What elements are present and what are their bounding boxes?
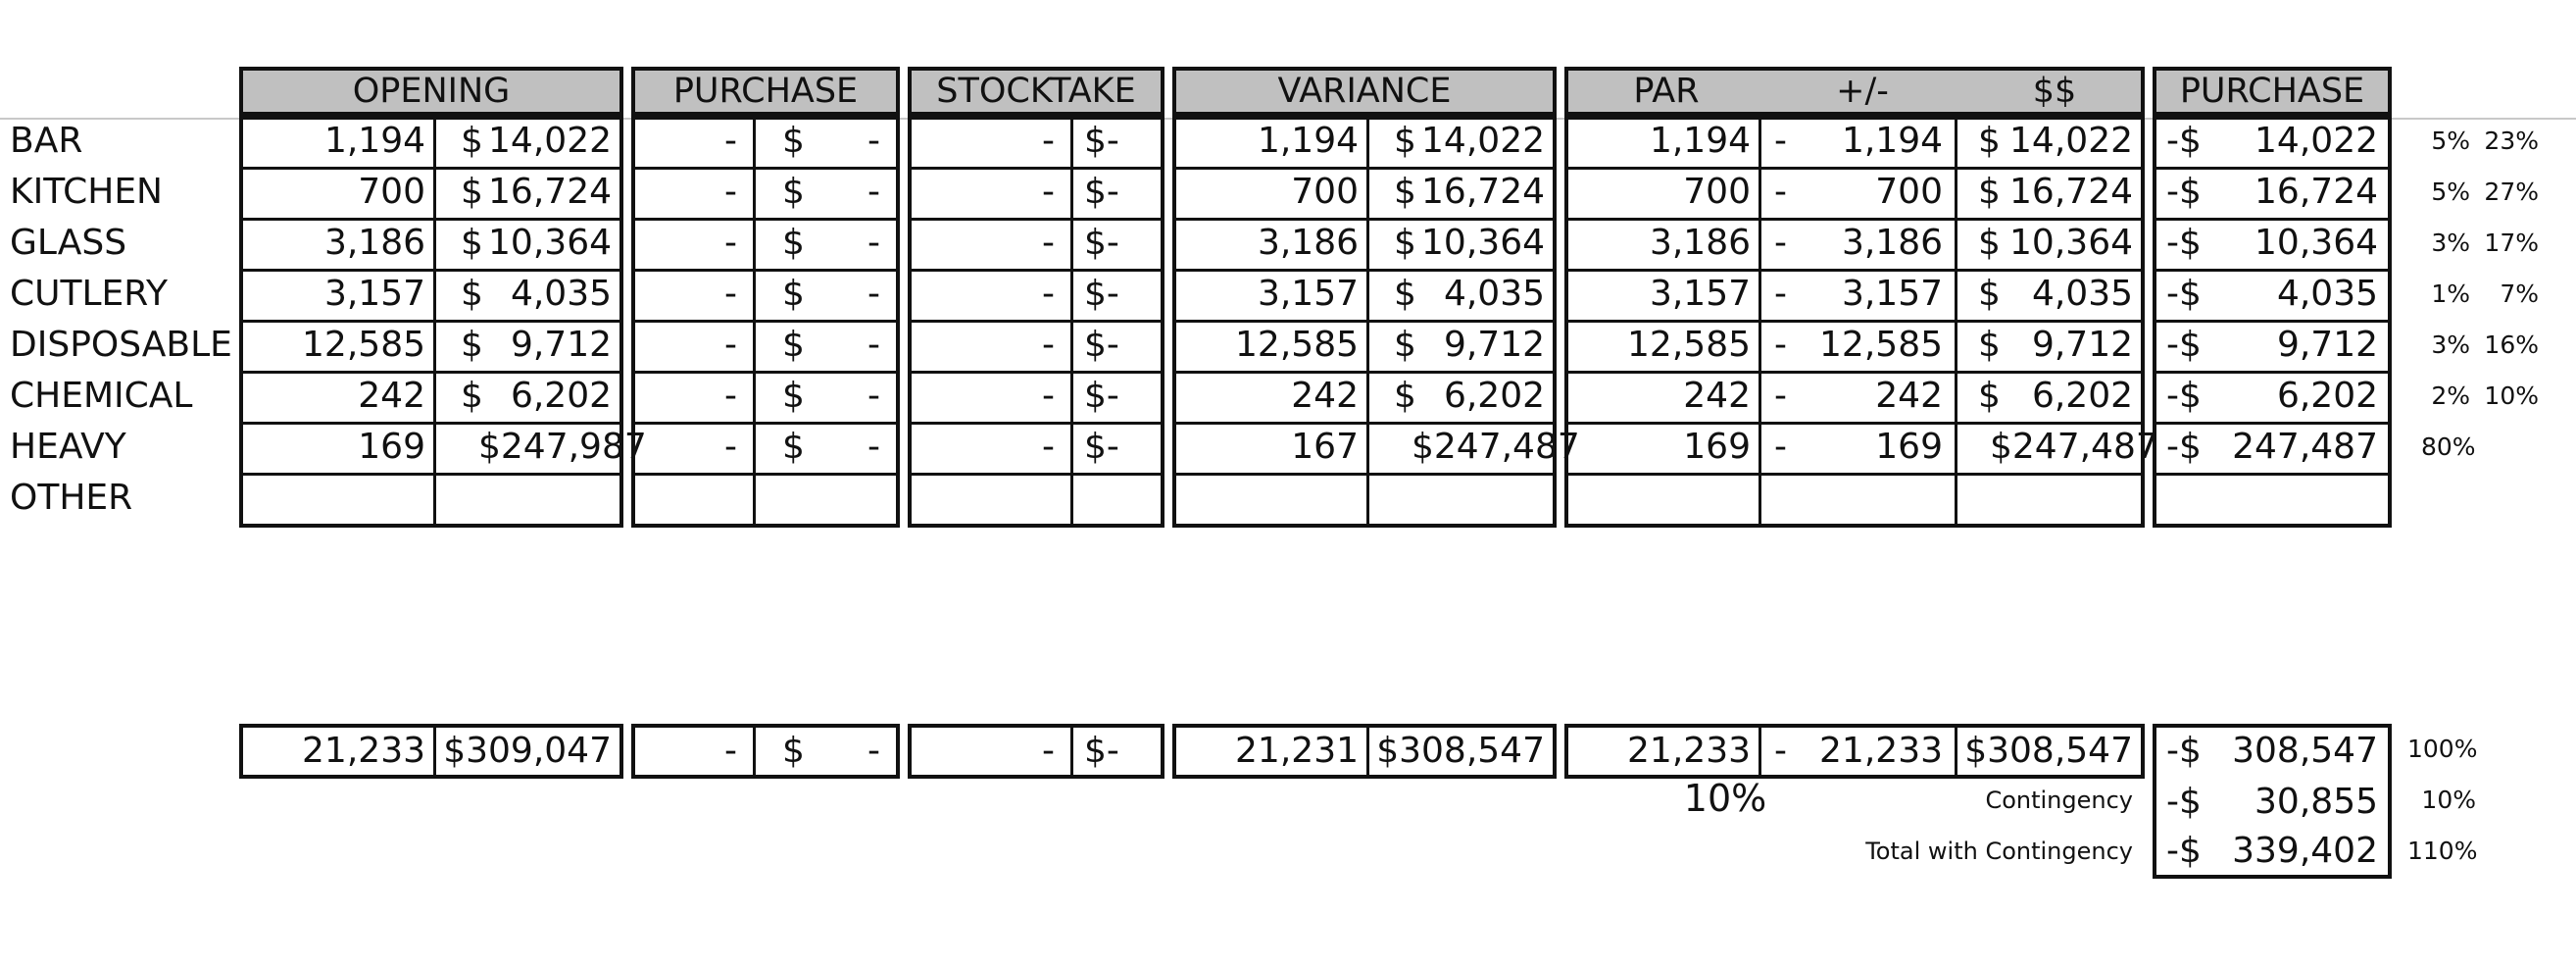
total-par: 21,233 <box>1627 731 1751 771</box>
cell-dd_val: 4,035 <box>2031 274 2133 314</box>
cell-stk_val: $- <box>1084 223 1119 263</box>
header-plus-minus-label: +/- <box>1836 72 1889 111</box>
cell-pm_val: 1,194 <box>1841 121 1943 161</box>
total-pur_sym: $ <box>782 731 805 771</box>
cell-p2_val <box>2215 473 2378 524</box>
cell-dd_sym: $ <box>1978 223 2001 263</box>
cell-par <box>1568 473 1751 524</box>
pct-share: 5% <box>2431 178 2470 206</box>
pct-share: 3% <box>2431 229 2470 257</box>
header-stocktake-label: STOCKTAKE <box>936 72 1136 111</box>
cell-dd_sym: $ <box>1978 274 2001 314</box>
cell-open_sym: $ <box>461 325 483 365</box>
cell-open_val: 14,022 <box>488 121 612 161</box>
cell-pur_qty: - <box>724 121 737 161</box>
cell-open_sym: $ <box>461 274 483 314</box>
cell-var_qty: 1,194 <box>1257 121 1359 161</box>
total-open_qty: 21,233 <box>302 731 425 771</box>
cell-p2_sym: -$ <box>2166 376 2202 416</box>
cell-pur_qty: - <box>724 376 737 416</box>
total-open_val: $309,047 <box>443 731 612 771</box>
pct-category: 16% <box>2484 330 2539 359</box>
cell-pm_sign: - <box>1774 427 1787 467</box>
cell-pm_val: 242 <box>1875 376 1943 416</box>
cell-stk_qty: - <box>1042 376 1055 416</box>
cell-stk_qty <box>912 473 1055 524</box>
total-var_val: $308,547 <box>1376 731 1545 771</box>
cell-pur_sym: $ <box>782 325 805 365</box>
cell-var_qty: 12,585 <box>1235 325 1359 365</box>
row-label: DISPOSABLE <box>10 325 232 365</box>
cell-p2_sym: -$ <box>2166 121 2202 161</box>
cell-stk_qty: - <box>1042 172 1055 212</box>
cell-stk_val: $- <box>1084 427 1119 467</box>
cell-par: 3,157 <box>1649 274 1751 314</box>
cell-par: 242 <box>1683 376 1751 416</box>
purchase-2-table <box>2153 116 2392 528</box>
cell-p2_val: 4,035 <box>2276 274 2378 314</box>
cell-pm_sign: - <box>1774 325 1787 365</box>
cell-pur_sym: $ <box>782 121 805 161</box>
cell-open_val: $247,987 <box>478 427 647 467</box>
pct-category: 27% <box>2484 178 2539 206</box>
cell-pur_qty: - <box>724 427 737 467</box>
cell-p2_val: 247,487 <box>2232 427 2378 467</box>
pct-category: 23% <box>2484 127 2539 155</box>
cell-pur_val: - <box>867 376 880 416</box>
header-variance-label: VARIANCE <box>1277 72 1452 111</box>
cell-dd_val: 6,202 <box>2031 376 2133 416</box>
pct-share: 2% <box>2431 381 2470 410</box>
cell-pur_val: - <box>867 172 880 212</box>
cell-var_val: 14,022 <box>1421 121 1545 161</box>
cell-pm_val <box>1800 473 1943 524</box>
cell-stk_val <box>1084 473 1153 524</box>
opening-table <box>239 116 647 528</box>
header-stocktake <box>908 67 1164 116</box>
pct-share: 80% <box>2421 432 2476 461</box>
cell-var_qty: 700 <box>1291 172 1359 212</box>
cell-var_val: 10,364 <box>1421 223 1545 263</box>
cell-var_val: 9,712 <box>1443 325 1545 365</box>
cell-open_qty: 3,186 <box>323 223 425 263</box>
cell-var_val: 4,035 <box>1443 274 1545 314</box>
total-stk_val: $- <box>1084 731 1119 771</box>
cell-var_val <box>1412 473 1545 524</box>
pct-share: 5% <box>2431 127 2470 155</box>
cell-var_qty: 242 <box>1291 376 1359 416</box>
cell-open_val: 16,724 <box>488 172 612 212</box>
cell-open_qty: 12,585 <box>302 325 425 365</box>
total-dd_val: $308,547 <box>1964 731 2133 771</box>
cell-var_sym: $ <box>1394 274 1416 314</box>
cell-var_qty: 167 <box>1291 427 1359 467</box>
variance-totals <box>1172 724 1557 779</box>
cell-open_val <box>478 473 612 524</box>
cell-pur_val <box>812 473 880 524</box>
cell-pur_qty: - <box>724 325 737 365</box>
header-par-group <box>1564 67 2145 116</box>
total-pm_sign: - <box>1774 731 1787 771</box>
column-divider <box>1366 728 1369 775</box>
cell-dd_sym: $ <box>1978 376 2001 416</box>
row-label: HEAVY <box>10 427 126 467</box>
cell-var_qty <box>1176 473 1359 524</box>
cell-par: 3,186 <box>1649 223 1751 263</box>
cell-dd_val: 9,712 <box>2031 325 2133 365</box>
par-totals <box>1564 724 2145 779</box>
total-p2_val: 308,547 <box>2232 731 2378 771</box>
cell-dd_sym: $ <box>1978 325 2001 365</box>
variance-table <box>1172 116 1580 528</box>
total-pct: 100% <box>2407 735 2478 763</box>
pct-share: 3% <box>2431 330 2470 359</box>
stocktake-totals <box>908 724 1164 779</box>
cell-open_val: 9,712 <box>510 325 612 365</box>
cell-pur_sym: $ <box>782 172 805 212</box>
column-divider <box>1070 728 1073 775</box>
contingency-sym: -$ <box>2166 782 2202 822</box>
cell-pur_sym: $ <box>782 427 805 467</box>
cell-p2_val: 9,712 <box>2276 325 2378 365</box>
header-opening-label: OPENING <box>352 72 511 111</box>
cell-par: 12,585 <box>1627 325 1751 365</box>
header-opening <box>239 67 623 116</box>
cell-pur_val: - <box>867 121 880 161</box>
cell-dd_val <box>1990 473 2133 524</box>
cell-pm_val: 700 <box>1875 172 1943 212</box>
cell-pur_val: - <box>867 274 880 314</box>
contingency-value: 30,855 <box>2254 782 2378 822</box>
cell-p2_sym: -$ <box>2166 223 2202 263</box>
cell-pur_sym: $ <box>782 376 805 416</box>
cell-dd_sym: $ <box>1978 121 2001 161</box>
cell-stk_val: $- <box>1084 121 1119 161</box>
contingency-rate: 10% <box>1683 777 1767 820</box>
cell-open_qty: 169 <box>358 427 425 467</box>
cell-stk_qty: - <box>1042 121 1055 161</box>
pct-share: 1% <box>2431 279 2470 308</box>
cell-pur_qty: - <box>724 223 737 263</box>
cell-open_qty: 242 <box>358 376 425 416</box>
total-p2_sym: -$ <box>2166 731 2202 771</box>
cell-dd_val: 10,364 <box>2009 223 2133 263</box>
header-purchase-label: PURCHASE <box>672 72 859 111</box>
purchase-2-totals <box>2153 724 2392 879</box>
pct-category <box>2480 422 2539 473</box>
cell-pur_val: - <box>867 223 880 263</box>
cell-p2_sym: -$ <box>2166 274 2202 314</box>
column-divider <box>753 728 756 775</box>
cell-dd_sym: $ <box>1978 172 2001 212</box>
cell-p2_sym: -$ <box>2166 427 2202 467</box>
opening-totals <box>239 724 623 779</box>
cell-stk_val: $- <box>1084 274 1119 314</box>
contingency-pct: 10% <box>2421 786 2476 814</box>
cell-pm_sign: - <box>1774 223 1787 263</box>
column-divider <box>1955 728 1957 775</box>
pct-category: 10% <box>2484 381 2539 410</box>
purchase-table <box>631 116 900 528</box>
cell-p2_val: 6,202 <box>2276 376 2378 416</box>
cell-stk_val: $- <box>1084 172 1119 212</box>
cell-pm_val: 169 <box>1875 427 1943 467</box>
cell-pm_sign: - <box>1774 274 1787 314</box>
row-label: BAR <box>10 121 83 161</box>
cell-pm_sign: - <box>1774 376 1787 416</box>
cell-open_qty <box>243 473 425 524</box>
total-with-contingency-value: 339,402 <box>2232 831 2378 871</box>
row-label: CUTLERY <box>10 274 168 314</box>
total-with-contingency-sym: -$ <box>2166 831 2202 871</box>
cell-pur_qty: - <box>724 274 737 314</box>
cell-open_qty: 3,157 <box>323 274 425 314</box>
cell-var_qty: 3,157 <box>1257 274 1359 314</box>
header-purchase-2-label: PURCHASE <box>2179 72 2365 111</box>
total-with-contingency-label: Total with Contingency <box>1865 838 2133 865</box>
par-table <box>1564 116 2158 528</box>
total-pur_qty: - <box>724 731 737 771</box>
cell-var_sym: $ <box>1394 376 1416 416</box>
cell-stk_qty: - <box>1042 325 1055 365</box>
cell-stk_val: $- <box>1084 325 1119 365</box>
cell-var_sym: $ <box>1394 172 1416 212</box>
header-purchase-2 <box>2153 67 2392 116</box>
cell-var_val: 16,724 <box>1421 172 1545 212</box>
cell-var_val: 6,202 <box>1443 376 1545 416</box>
cell-open_val: 4,035 <box>510 274 612 314</box>
cell-p2_val: 16,724 <box>2254 172 2378 212</box>
header-dollars-label: $$ <box>2032 72 2077 111</box>
cell-var_sym: $ <box>1394 325 1416 365</box>
total-stk_qty: - <box>1042 731 1055 771</box>
cell-pm_val: 3,186 <box>1841 223 1943 263</box>
cell-pm_sign: - <box>1774 121 1787 161</box>
cell-dd_val: 14,022 <box>2009 121 2133 161</box>
cell-pm_val: 12,585 <box>1819 325 1943 365</box>
total-var_qty: 21,231 <box>1235 731 1359 771</box>
row-label: KITCHEN <box>10 172 163 212</box>
cell-par: 169 <box>1683 427 1751 467</box>
cell-open_val: 10,364 <box>488 223 612 263</box>
total-pm_val: 21,233 <box>1819 731 1943 771</box>
pct-category: 17% <box>2484 229 2539 257</box>
column-divider <box>433 728 436 775</box>
cell-p2_val: 14,022 <box>2254 121 2378 161</box>
cell-pur_sym: $ <box>782 274 805 314</box>
cell-var_qty: 3,186 <box>1257 223 1359 263</box>
cell-p2_sym: -$ <box>2166 325 2202 365</box>
cell-stk_qty: - <box>1042 427 1055 467</box>
cell-open_sym: $ <box>461 376 483 416</box>
cell-pur_val: - <box>867 325 880 365</box>
purchase-totals <box>631 724 900 779</box>
row-label: OTHER <box>10 478 133 518</box>
column-divider <box>1759 728 1761 775</box>
row-label: GLASS <box>10 223 127 263</box>
stocktake-table <box>908 116 1164 528</box>
cell-open_qty: 1,194 <box>323 121 425 161</box>
cell-pur_val: - <box>867 427 880 467</box>
row-label: CHEMICAL <box>10 376 193 416</box>
header-purchase <box>631 67 900 116</box>
cell-var_sym: $ <box>1394 223 1416 263</box>
cell-open_qty: 700 <box>358 172 425 212</box>
header-variance <box>1172 67 1557 116</box>
cell-dd_val: 16,724 <box>2009 172 2133 212</box>
cell-dd_val: $247,487 <box>1990 427 2158 467</box>
pct-category <box>2480 473 2539 524</box>
pct-share <box>2421 473 2470 524</box>
cell-par: 700 <box>1683 172 1751 212</box>
cell-pm_sign: - <box>1774 172 1787 212</box>
cell-open_sym: $ <box>461 223 483 263</box>
total-pur_val: - <box>867 731 880 771</box>
cell-pur_qty <box>635 473 737 524</box>
contingency-label: Contingency <box>1985 787 2133 814</box>
cell-stk_qty: - <box>1042 274 1055 314</box>
cell-stk_qty: - <box>1042 223 1055 263</box>
cell-pur_qty: - <box>724 172 737 212</box>
cell-var_val: $247,487 <box>1412 427 1580 467</box>
cell-pur_sym <box>782 473 812 524</box>
cell-p2_val: 10,364 <box>2254 223 2378 263</box>
cell-open_sym: $ <box>461 121 483 161</box>
total-with-contingency-pct: 110% <box>2407 837 2478 865</box>
cell-var_sym: $ <box>1394 121 1416 161</box>
header-par-label: PAR <box>1633 72 1700 111</box>
cell-open_val: 6,202 <box>510 376 612 416</box>
cell-p2_sym: -$ <box>2166 172 2202 212</box>
cell-par: 1,194 <box>1649 121 1751 161</box>
pct-category: 7% <box>2500 279 2539 308</box>
cell-pm_val: 3,157 <box>1841 274 1943 314</box>
cell-open_sym: $ <box>461 172 483 212</box>
cell-pur_sym: $ <box>782 223 805 263</box>
cell-stk_val: $- <box>1084 376 1119 416</box>
